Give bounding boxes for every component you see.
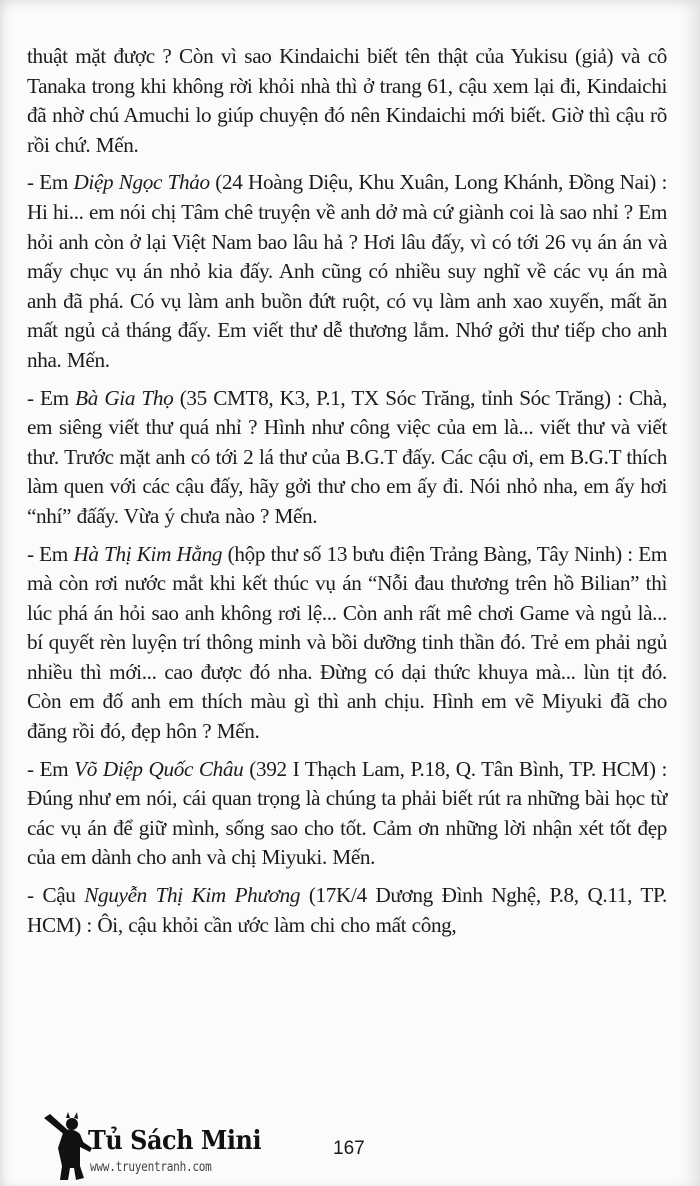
page-body-text [27, 42, 667, 948]
reader-name: Diệp Ngọc Thảo [73, 170, 210, 195]
letter-reply-paragraph [27, 540, 667, 747]
reader-name: Bà Gia Thọ [75, 385, 174, 410]
watermark-title: Tủ Sách Mini [88, 1126, 262, 1156]
paragraph-body: thuật mặt được ? Còn vì sao Kindaichi biết tên thật của Yukisu (giả) và cô Tanaka trong khi không rời khỏi nhà thì ở trang 61, cậu xem lại đi, Kindaichi đã nhờ chú Amuchi lo giúp chuyện đó nên Kindaichi mới biết. Giờ thì cậu rõ rồi chứ. Mến. [27, 44, 667, 157]
page-footer [0, 1100, 700, 1186]
letter-reply-paragraph [27, 168, 667, 375]
paragraph-body: (392 I Thạch Lam, P.18, Q. Tân Bình, TP. HCM) : Đúng như em nói, cái quan trọng là chúng ta phải biết rút ra những bài học từ các vụ án để giữ mình, sống sao cho tốt. Cảm ơn những lời nhận xét tốt đẹp của em dành cho anh và chị Miyuki. Mến. [27, 756, 667, 870]
reader-name: Võ Diệp Quốc Châu [74, 756, 244, 781]
paragraph-body: (24 Hoàng Diệu, Khu Xuân, Long Khánh, Đồng Nai) : Hi hi... em nói chị Tâm chê truyện về anh dở mà cứ giành coi là sao nhỉ ? Em hỏi anh còn ở lại Việt Nam bao lâu hả ? Hơi lâu đấy, vì có tới 26 vụ án án và mấy chục vụ án nhỏ kia đấy. Anh cũng có nhiều suy nghĩ về các vụ án mà anh đã phá. Có vụ làm anh buồn đứt ruột, có vụ làm anh xao xuyến, mất ăn mất ngủ cả tháng đấy. Em viết thư dễ thương lắm. Nhớ gởi thư tiếp cho anh nha. Mến. [27, 170, 667, 372]
paragraph-body: (17K/4 Dương Đình Nghệ, P.8, Q.11, TP. HCM) : Ôi, cậu khỏi cần ước làm chi cho mất công, [27, 883, 668, 937]
paragraph-prefix: - Em [27, 170, 74, 195]
letter-reply-paragraph [27, 755, 667, 873]
paragraph-body: (35 CMT8, K3, P.1, TX Sóc Trăng, tỉnh Sóc Trăng) : Chà, em siêng viết thư quá nhỉ ? Hình như công việc của em là... viết thư và viết thư. Trước mặt anh có tới 2 lá thư của B.G.T đấy. Các cậu ơi, em B.G.T thích làm quen với các cậu đấy, hãy gởi thư cho em ấy đi. Nói nhỏ nha, em ấy hơi “nhí” đấấy. Vừa ý chưa nào ? Mến. [27, 385, 668, 528]
letter-reply-paragraph [27, 384, 667, 532]
paragraph-prefix: - Em [27, 541, 74, 566]
paragraph-prefix: - Em [27, 385, 76, 410]
paragraph-prefix: - Cậu [27, 883, 85, 908]
reader-name: Nguyễn Thị Kim Phương [84, 883, 301, 908]
reader-name: Hà Thị Kim Hằng [73, 541, 223, 566]
watermark-logo [40, 1110, 280, 1182]
letter-reply-paragraph [27, 881, 667, 940]
paragraph-prefix: - Em [27, 756, 75, 781]
paragraph-body: (hộp thư số 13 bưu điện Trảng Bàng, Tây Ninh) : Em mà còn rơi nước mắt khi kết thúc vụ án “Nỗi đau thương trên hồ Bilian” thì lúc phá án hỏi sao anh không rơi lệ... Còn anh rất mê chơi Game và ngủ là... bí quyết rèn luyện trí thông minh và bồi dưỡng tinh thần đó. Trẻ em phải ngủ nhiều thì mới... cao được đó nha. Đừng có dại thức khuya mà... lùn tịt đó. Còn em đố anh em thích màu gì thì anh chịu. Hình em vẽ Miyuki đã cho đăng rồi đó, đẹp hôn ? Mến. [27, 541, 668, 744]
letter-reply-paragraph [27, 42, 667, 160]
page-number: 167 [333, 1138, 365, 1159]
watermark-url: www.truyentranh.com [90, 1160, 212, 1175]
